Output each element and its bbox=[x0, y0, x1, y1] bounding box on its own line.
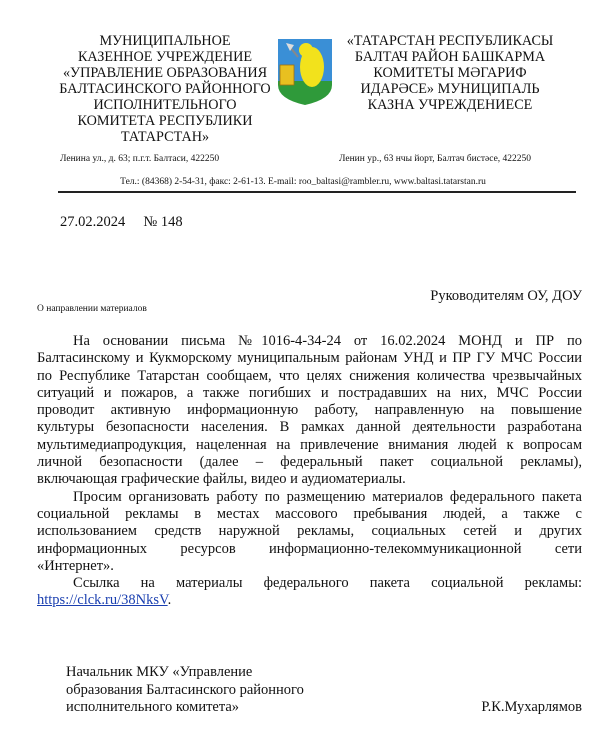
text-line: информационных ресурсов информационно-телекоммуникационной сети bbox=[37, 540, 582, 557]
paragraph-2 bbox=[37, 489, 582, 575]
header-left-org-name bbox=[40, 33, 290, 145]
link-line bbox=[37, 592, 582, 609]
text-line: ТАТАРСТАН» bbox=[120, 129, 210, 145]
paragraph-3: Ссылка на материалы федерального пакета социальной рекламы: bbox=[73, 575, 582, 592]
letter-date: 27.02.2024 bbox=[60, 214, 126, 230]
text-line: включающая графические файлы, видео и аудиоматериалы. bbox=[37, 471, 406, 488]
text-line: ИСПОЛНИТЕЛЬНОГО bbox=[93, 97, 237, 113]
text-line: «Интернет». bbox=[37, 557, 114, 574]
text-line: образования Балтасинского районного bbox=[66, 681, 304, 698]
contacts-line: Тел.: (84368) 2-54-31, факс: 2-61-13. E-mail: roo_baltasi@rambler.ru, www.baltasi.tatarstan.ru bbox=[120, 177, 486, 187]
text-line: «ТАТАРСТАН РЕСПУБЛИКАСЫ bbox=[346, 33, 554, 49]
text-line: культуры безопасности населения. В рамках данной деятельности разработана bbox=[37, 419, 582, 436]
letter-body bbox=[37, 333, 582, 610]
paragraph-1 bbox=[37, 333, 582, 489]
text-line: ИДАРӘСЕ» МУНИЦИПАЛЬ bbox=[360, 81, 540, 97]
text-line: Просим организовать работу по размещению материалов федерального пакета bbox=[73, 488, 582, 505]
text-line: «УПРАВЛЕНИЕ ОБРАЗОВАНИЯ bbox=[62, 65, 268, 81]
materials-link[interactable]: https://clck.ru/38NksV bbox=[37, 592, 168, 609]
coat-of-arms-emblem bbox=[276, 37, 334, 107]
subject: О направлении материалов bbox=[37, 304, 147, 314]
text-line: МУНИЦИПАЛЬНОЕ bbox=[99, 33, 231, 49]
text-line: личной безопасности (далее – федеральный пакет социальной рекламы), bbox=[37, 454, 582, 471]
text-line: На основании письма №1016-4-34-24 от 16.02.2024 МОНД и ПР по bbox=[73, 333, 582, 349]
text-line: КОМИТЕТА РЕСПУБЛИКИ bbox=[77, 113, 253, 129]
text-line: КАЗНА УЧРЕЖДЕНИЕСЕ bbox=[367, 97, 533, 113]
letter-number: № 148 bbox=[143, 214, 183, 230]
address-right: Ленин ур., 63 нчы йорт, Балтач бистәсе, 422250 bbox=[339, 154, 532, 164]
link-suffix: . bbox=[167, 592, 172, 609]
text-line: по Республике Татарстан сообщаем, что целях снижения количества чрезвычайных bbox=[37, 367, 582, 384]
text-line: КАЗЕННОЕ УЧРЕЖДЕНИЕ bbox=[77, 49, 253, 65]
text-line: мультимедиапродукция, нацеленная на привлечение внимания людей к вопросам bbox=[37, 436, 582, 453]
text-line: социальной рекламы в местах массового пребывания людей, а также с bbox=[37, 505, 582, 522]
date-number bbox=[60, 214, 183, 231]
text-line: Начальник МКУ «Управление bbox=[66, 664, 253, 680]
addressee: Руководителям ОУ, ДОУ bbox=[430, 288, 582, 304]
text-line: КОМИТЕТЫ МӘГАРИФ bbox=[373, 65, 527, 81]
signer-name: Р.К.Мухарлямов bbox=[481, 699, 582, 715]
text-line: ситуаций и пожаров, а также погибших и пострадавших на них, МЧС России bbox=[37, 384, 582, 401]
text-line: БАЛТАЧ РАЙОН БАШКАРМА bbox=[354, 49, 546, 65]
text-line: БАЛТАСИНСКОГО РАЙОННОГО bbox=[59, 81, 271, 97]
text-line: проводит активную информационную работу, направленную на повышение bbox=[37, 402, 582, 419]
address-left: Ленина ул., д. 63; п.г.т. Балтаси, 422250 bbox=[60, 154, 220, 164]
header-divider bbox=[58, 191, 576, 193]
signature-title bbox=[66, 664, 304, 717]
header-right-org-name bbox=[330, 33, 570, 113]
text-line: использованием средств наружной рекламы, социальных сетей и других bbox=[37, 523, 582, 540]
text-line: Балтасинскому и Кукморскому муниципальным районам УНД и ПР ГУ МЧС России bbox=[37, 350, 582, 367]
text-line: исполнительного комитета» bbox=[66, 699, 240, 715]
